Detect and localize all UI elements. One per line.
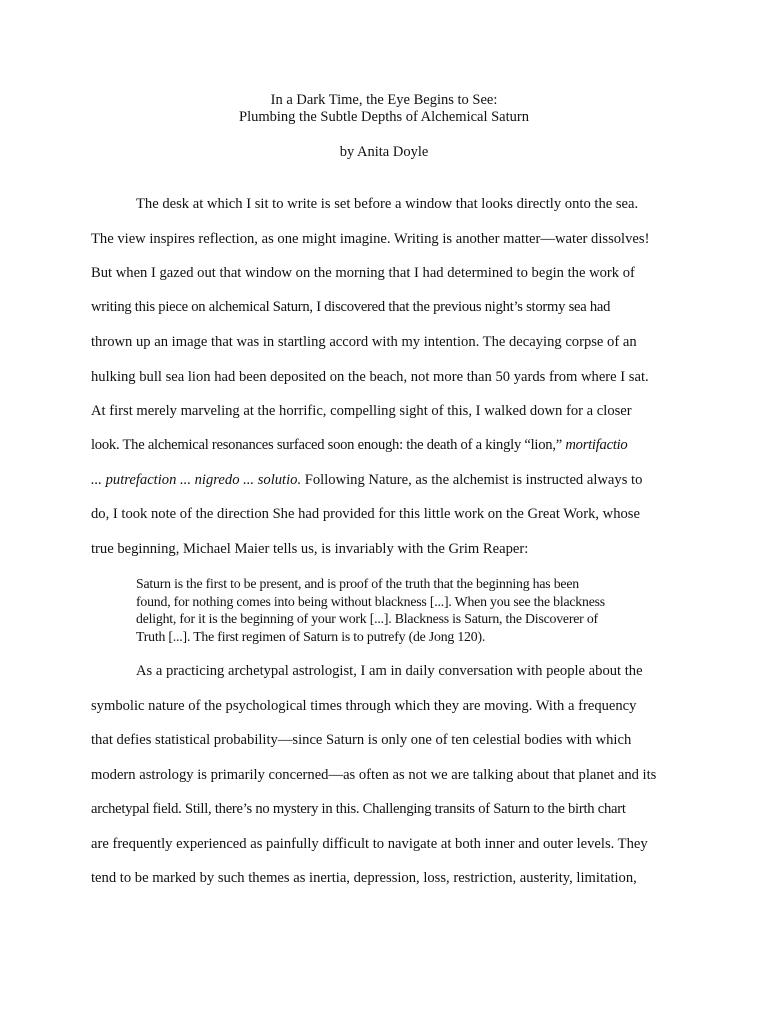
paragraph-2-line-2: symbolic nature of the psychological times through which they are moving. With a frequency bbox=[91, 698, 637, 714]
paragraph-2-line-3: that defies statistical probability—since Saturn is only one of ten celestial bodies with which bbox=[91, 732, 632, 748]
italic-alchemical-terms: ... putrefaction ... nigredo ... solutio. bbox=[91, 472, 302, 488]
paragraph-1-line-8-text: look. The alchemical resonances surfaced soon enough: the death of a kingly “lion,” bbox=[91, 437, 566, 453]
paragraph-1-line-10: do, I took note of the direction She had provided for this little work on the Great Work, whose bbox=[91, 506, 640, 522]
paragraph-1-line-2: The view inspires reflection, as one might imagine. Writing is another matter—water dissolves! bbox=[91, 231, 650, 247]
blockquote-line-3: delight, for it is the beginning of your work [...]. Blackness is Saturn, the Discoverer of bbox=[136, 611, 598, 626]
paragraph-1-line-5: thrown up an image that was in startling accord with my intention. The decaying corpse of an bbox=[91, 334, 637, 350]
byline: by Anita Doyle bbox=[339, 144, 429, 160]
paragraph-2-line-6: are frequently experienced as painfully difficult to navigate at both inner and outer levels. They bbox=[91, 836, 648, 852]
blockquote-line-4: Truth [...]. The first regimen of Saturn is to putrefy (de Jong 120). bbox=[136, 629, 486, 644]
paragraph-2-line-1: As a practicing archetypal astrologist, I am in daily conversation with people about the bbox=[136, 663, 643, 679]
paragraph-1-line-9-text: Following Nature, as the alchemist is instructed always to bbox=[301, 472, 643, 488]
title-line-2: Plumbing the Subtle Depths of Alchemical Saturn bbox=[239, 109, 529, 125]
blockquote-line-2: found, for nothing comes into being without blackness [...]. When you see the blackness bbox=[136, 594, 605, 609]
blockquote-line-1: Saturn is the first to be present, and is proof of the truth that the beginning has been bbox=[136, 576, 579, 591]
paragraph-1-line-11: true beginning, Michael Maier tells us, is invariably with the Grim Reaper: bbox=[91, 541, 529, 557]
paragraph-2-line-5: archetypal field. Still, there’s no mystery in this. Challenging transits of Saturn to the birth chart bbox=[91, 801, 626, 817]
paragraph-2-line-4: modern astrology is primarily concerned—as often as not we are talking about that planet and its bbox=[91, 767, 657, 783]
italic-term-mortifactio: mortifactio bbox=[565, 437, 628, 453]
paragraph-1-line-9 bbox=[91, 471, 691, 489]
paragraph-1-line-3: But when I gazed out that window on the morning that I had determined to begin the work of bbox=[91, 265, 635, 281]
title-line-1: In a Dark Time, the Eye Begins to See: bbox=[270, 92, 498, 108]
paragraph-1-line-7: At first merely marveling at the horrific, compelling sight of this, I walked down for a closer bbox=[91, 403, 632, 419]
paragraph-1-line-1: The desk at which I sit to write is set before a window that looks directly onto the sea. bbox=[136, 196, 639, 212]
paragraph-1-line-4: writing this piece on alchemical Saturn, I discovered that the previous night’s stormy sea had bbox=[91, 299, 611, 315]
paragraph-1-line-8 bbox=[91, 436, 691, 454]
paragraph-2-line-7: tend to be marked by such themes as inertia, depression, loss, restriction, austerity, limitation, bbox=[91, 870, 637, 886]
paragraph-1-line-6: hulking bull sea lion had been deposited on the beach, not more than 50 yards from where I sat. bbox=[91, 369, 649, 385]
